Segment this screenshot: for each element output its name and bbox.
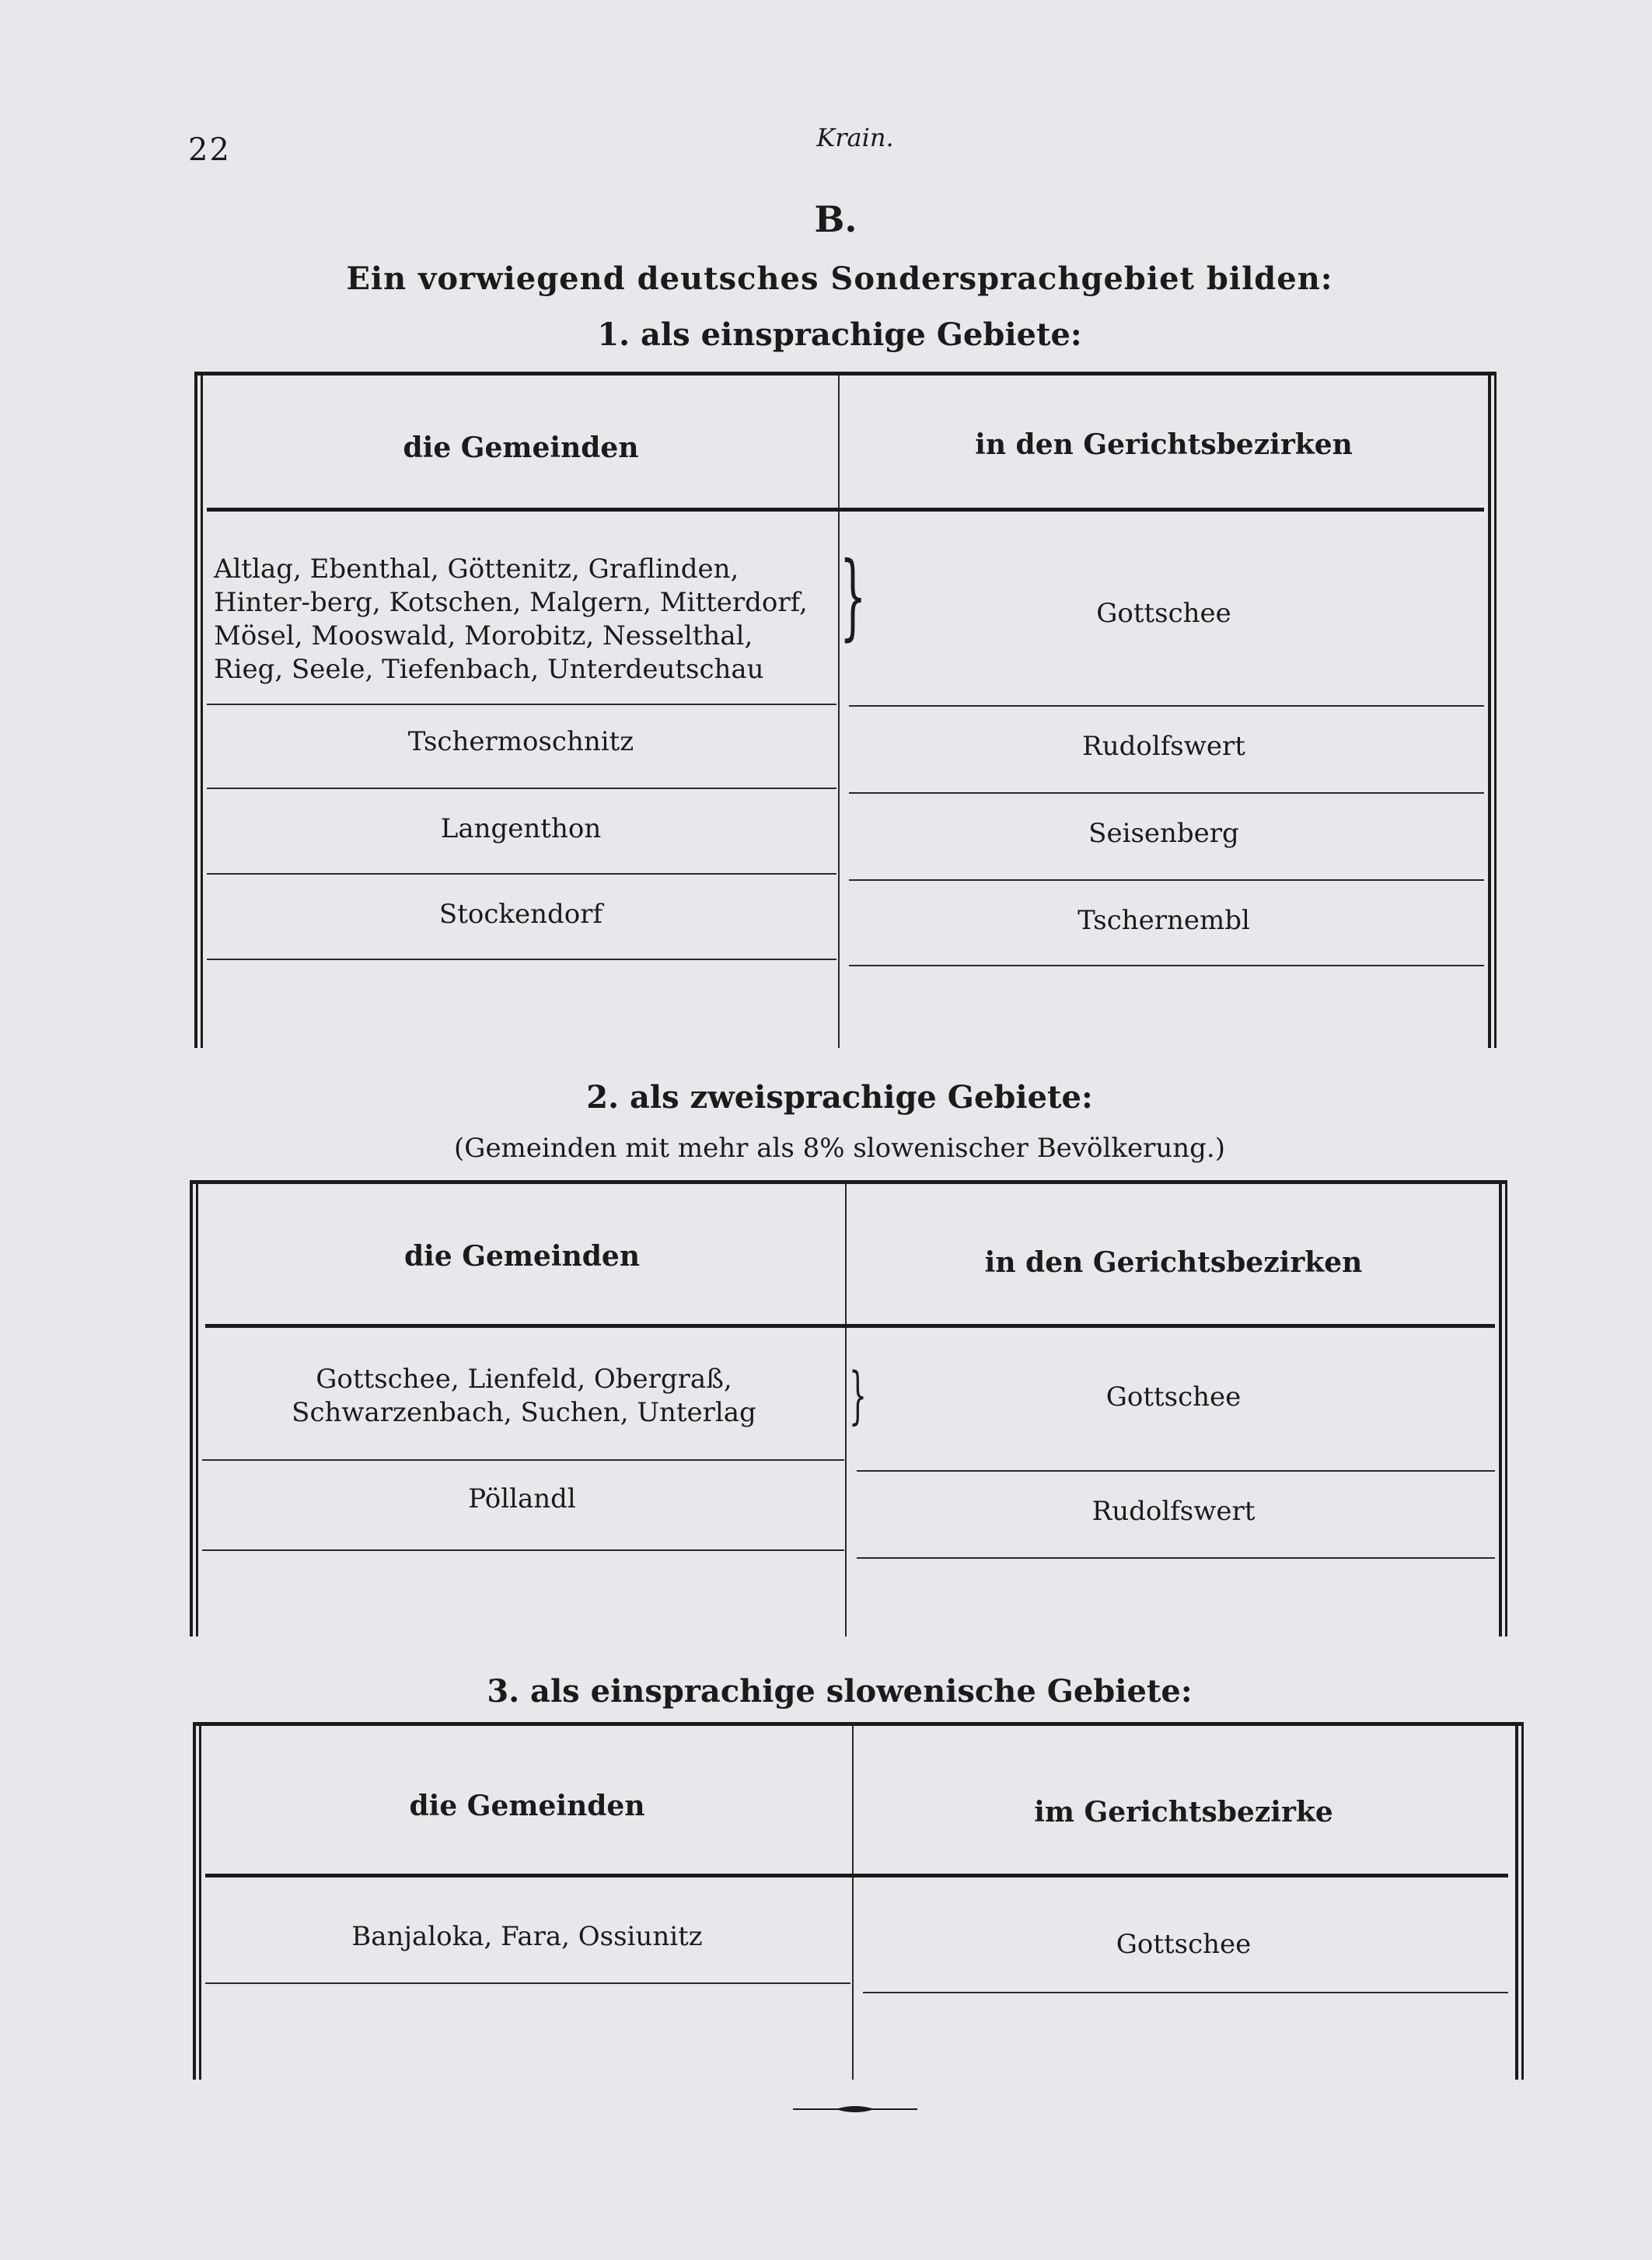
running-head: Krain. — [816, 123, 894, 152]
part3-heading: 3. als einsprachige slowenische Gebiete: — [487, 1673, 1193, 1710]
row-rule — [207, 788, 836, 789]
column-divider — [845, 1184, 847, 1636]
row-rule — [202, 1549, 844, 1551]
table-row-2-gemeinden: Tschermoschnitz — [407, 726, 634, 757]
header-gemeinden: die Gemeinden — [409, 1790, 645, 1822]
row-rule — [863, 1992, 1508, 1993]
table-row-1-bezirk: Gottschee — [1096, 598, 1231, 629]
main-heading: Ein vorwiegend deutsches Sondersprachgebiet bilden: — [346, 260, 1333, 297]
section-letter: B. — [814, 198, 857, 240]
table-row-3-gemeinden: Langenthon — [440, 813, 602, 844]
column-divider — [852, 1726, 854, 2080]
row-rule — [207, 873, 836, 875]
header-rule — [205, 1874, 1508, 1878]
table-right-border — [1515, 1722, 1524, 2080]
table-row-4-bezirk: Tschernembl — [1077, 905, 1250, 936]
table-row-2-gemeinden: Pöllandl — [468, 1483, 576, 1514]
header-gemeinden: die Gemeinden — [403, 1240, 641, 1273]
header-gemeinden: die Gemeinden — [403, 431, 639, 464]
column-divider — [838, 376, 840, 1048]
row-rule — [207, 959, 836, 960]
table-row-4-gemeinden: Stockendorf — [438, 899, 603, 930]
table-row-1-bezirk: Gottschee — [1116, 1929, 1252, 1960]
header-rule — [207, 508, 1484, 512]
table-row-1-bezirk: Gottschee — [1105, 1381, 1242, 1413]
brace: } — [840, 543, 867, 651]
table-zweisprachig — [190, 1180, 1507, 1636]
row-rule — [857, 1470, 1495, 1472]
page-number: 22 — [188, 132, 231, 168]
table-row-1-gemeinden: Altlag, Ebenthal, Göttenitz, Graflinden, Hinter-berg, Kotschen, Malgern, Mitterdorf, Mösel, Mooswald, Morobitz, Nesselthal, Rieg, Seele, Tiefenbach, Unterdeutschau — [214, 554, 808, 685]
part1-heading: 1. als einsprachige Gebiete: — [597, 316, 1082, 353]
table-row-2-bezirk: Rudolfswert — [1082, 731, 1245, 762]
row-rule — [849, 965, 1484, 966]
table-left-border — [190, 1180, 198, 1636]
header-bezirke: im Gerichtsbezirke — [1034, 1796, 1333, 1829]
row-rule — [849, 792, 1484, 794]
table-row-2-bezirk: Rudolfswert — [1091, 1496, 1256, 1527]
part2-note: (Gemeinden mit mehr als 8% slowenischer Bevölkerung.) — [454, 1133, 1225, 1164]
table-right-border — [1499, 1180, 1507, 1636]
end-ornament — [793, 2103, 917, 2115]
table-einsprachig — [194, 372, 1497, 1048]
row-rule — [207, 704, 836, 705]
row-rule — [849, 705, 1484, 707]
header-bezirke: in den Gerichtsbezirken — [984, 1246, 1363, 1279]
table-slowenisch — [193, 1722, 1524, 2080]
table-right-border — [1488, 372, 1497, 1048]
row-rule — [849, 879, 1484, 881]
brace: } — [849, 1359, 867, 1431]
part2-heading: 2. als zweisprachige Gebiete: — [586, 1079, 1093, 1116]
row-rule — [202, 1459, 844, 1461]
row-rule — [857, 1557, 1495, 1559]
table-left-border — [194, 372, 203, 1048]
header-rule — [205, 1324, 1495, 1328]
table-row-3-bezirk: Seisenberg — [1088, 818, 1239, 849]
table-row-1-gemeinden: Banjaloka, Fara, Ossiunitz — [351, 1921, 703, 1952]
header-bezirke: in den Gerichtsbezirken — [975, 428, 1353, 461]
row-rule — [205, 1982, 850, 1984]
table-row-1-gemeinden: Gottschee, Lienfeld, Obergraß, Schwarzenbach, Suchen, Unterlag — [292, 1364, 756, 1428]
table-left-border — [193, 1722, 201, 2080]
